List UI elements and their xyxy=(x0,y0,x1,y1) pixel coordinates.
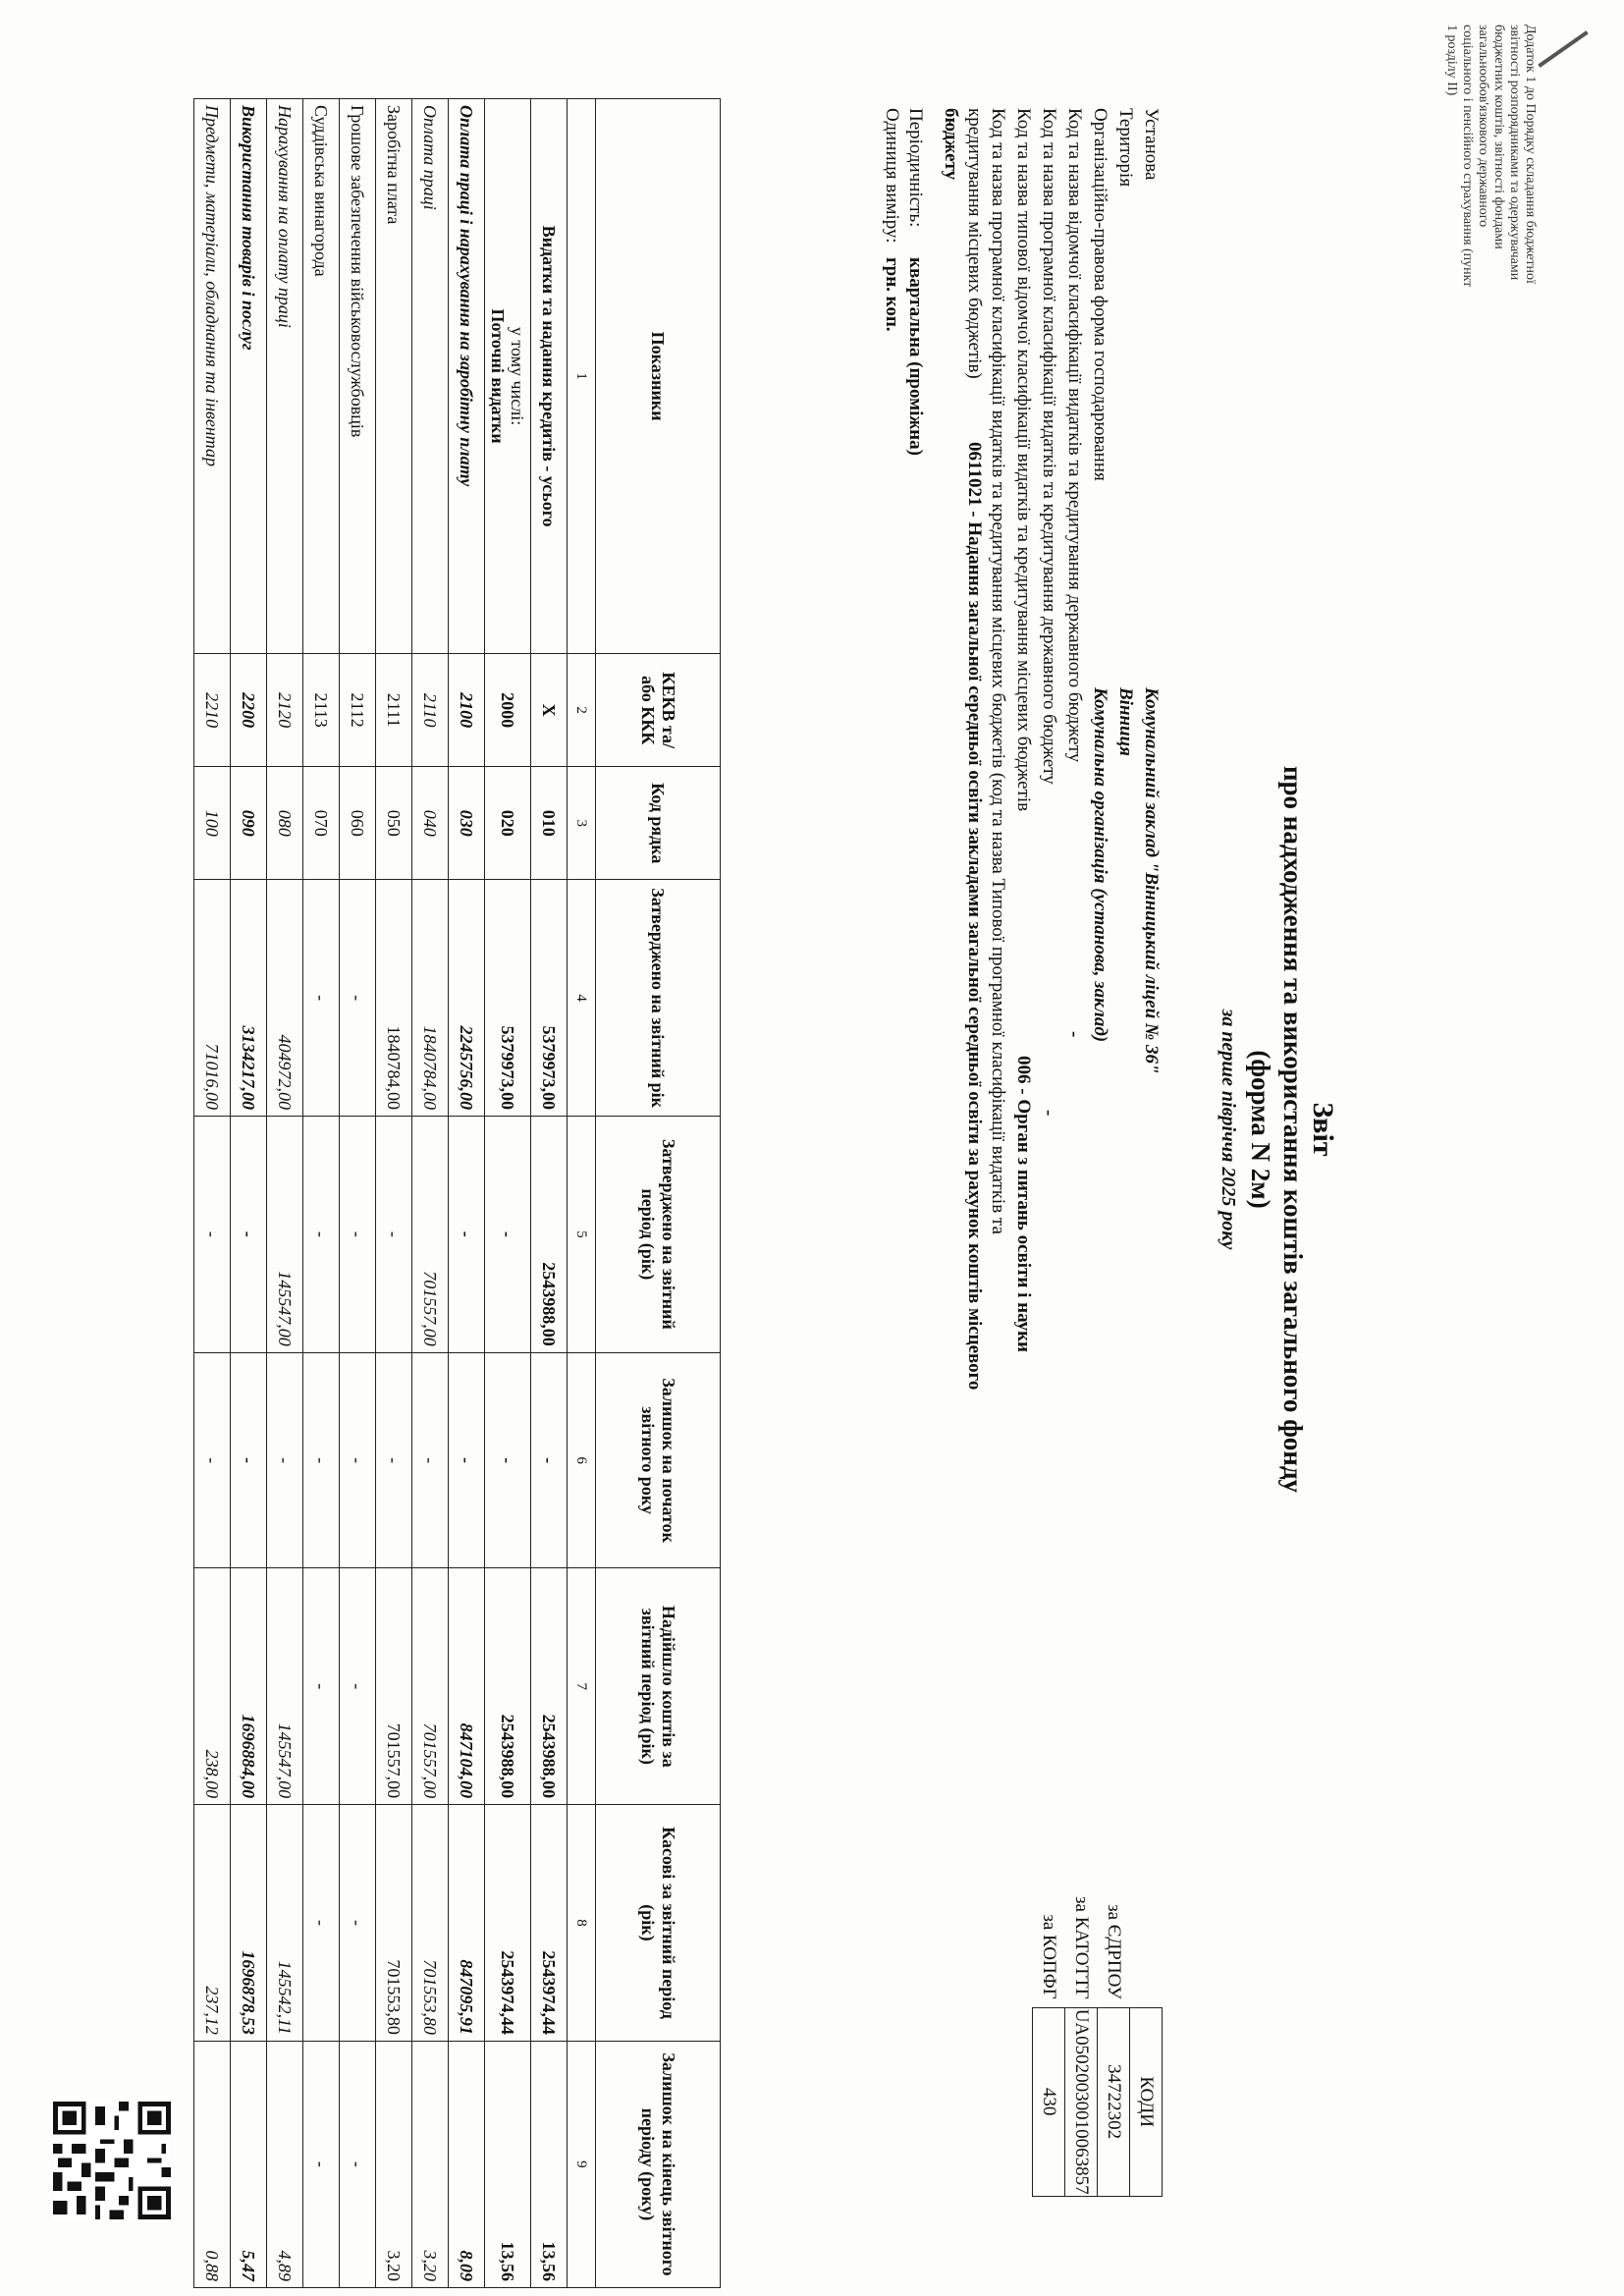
row-balance-start: - xyxy=(376,1352,412,1568)
row-approved-period: - xyxy=(485,1117,531,1353)
row-balance-end: 13,56 xyxy=(531,2041,568,2287)
appendix-note: Додаток 1 до Порядку складання бюджетної звітності розпорядниками та одержувачами бюджетних коштів, звітності фондами загальнообов'язкового державного соціального і пенсійного страхування (пункт 1 розділу ІІ) xyxy=(1444,25,1538,288)
table-row xyxy=(194,99,231,2288)
kopfg-value: 430 xyxy=(1033,2007,1065,2196)
row-received: - xyxy=(303,1568,340,1805)
row-name: Грошове забезпечення військовослужбовців xyxy=(340,99,376,654)
row-name: Оплата праці xyxy=(412,99,449,654)
row-kekv: 2111 xyxy=(376,654,412,767)
row-approved-period: - xyxy=(303,1117,340,1353)
table-header-row xyxy=(596,99,721,2288)
row-code: 040 xyxy=(412,767,449,880)
table-row xyxy=(376,99,412,2288)
row-approved-period: - xyxy=(376,1117,412,1353)
row-name-prefix: у тому числі: xyxy=(508,326,527,426)
edrpou-label: за ЄДРПОУ xyxy=(1104,1904,1124,1999)
row-approved-year: - xyxy=(340,880,376,1117)
katottg-label: за КАТОТТГ xyxy=(1071,1896,1092,1999)
col-header-approved-period: Затверджено на звітний період (рік) xyxy=(596,1117,721,1353)
row-balance-start: - xyxy=(485,1352,531,1568)
row-received: 2543988,00 xyxy=(485,1568,531,1805)
report-subtitle: про надходження та використання коштів загального фонду xyxy=(1278,765,1308,1494)
row-code: 050 xyxy=(376,767,412,880)
row-kekv: 2112 xyxy=(340,654,376,767)
table-row xyxy=(485,99,531,2288)
typical-dept-label: Код та назва типової відомчої класифікації видатків та кредитування місцевих бюджетів xyxy=(1013,108,1034,812)
row-balance-start: - xyxy=(303,1352,340,1568)
row-balance-end: - xyxy=(303,2041,340,2287)
row-received: 145547,00 xyxy=(267,1568,303,1805)
col-header-approved-year: Затверджено на звітний рік xyxy=(596,880,721,1117)
column-number: 7 xyxy=(568,1568,596,1805)
row-cash: 2543974,44 xyxy=(485,1805,531,2042)
row-approved-period: 145547,00 xyxy=(267,1117,303,1353)
row-balance-start: - xyxy=(531,1352,568,1568)
row-received: 847104,00 xyxy=(449,1568,485,1805)
row-cash: 237,12 xyxy=(194,1805,231,2042)
row-balance-start: - xyxy=(231,1352,267,1568)
row-name: Предмети, матеріали, обладнання та інвентар xyxy=(194,99,231,654)
row-balance-end: 5,47 xyxy=(231,2041,267,2287)
row-balance-start: - xyxy=(449,1352,485,1568)
dept-code-label: Код та назва відомчої класифікації видатків та кредитування державного бюджету xyxy=(1064,108,1085,763)
row-kekv: 2210 xyxy=(194,654,231,767)
periodicity-value: квартальна (проміжна) xyxy=(905,257,926,456)
row-received: 1696884,00 xyxy=(231,1568,267,1805)
legal-form-value: Комунальна організація (установа, заклад) xyxy=(1090,687,1110,1043)
row-approved-period: 2543988,00 xyxy=(531,1117,568,1353)
col-header-received: Надійшло коштів за звітний період (рік) xyxy=(596,1568,721,1805)
row-code: 030 xyxy=(449,767,485,880)
row-approved-year: 5379973,00 xyxy=(485,880,531,1117)
row-name xyxy=(485,99,531,654)
row-name: Заробітна плата xyxy=(376,99,412,654)
typical-dept-value: 006 - Орган з питань освіти і науки xyxy=(1013,1056,1034,1352)
row-balance-start: - xyxy=(194,1352,231,1568)
row-cash: 701553,80 xyxy=(412,1805,449,2042)
column-number: 8 xyxy=(568,1805,596,2042)
row-kekv: 2000 xyxy=(485,654,531,767)
row-kekv: 2113 xyxy=(303,654,340,767)
row-code: 090 xyxy=(231,767,267,880)
row-cash: 145542,11 xyxy=(267,1805,303,2042)
institution-value: Комунальний заклад "Вінницький ліцей № 36" xyxy=(1141,687,1162,1074)
row-balance-end: 3,20 xyxy=(412,2041,449,2287)
report-form: (форма N 2м) xyxy=(1246,1050,1275,1209)
row-kekv: X xyxy=(531,654,568,767)
table-row xyxy=(231,99,267,2288)
table-row xyxy=(412,99,449,2288)
row-cash: 2543974,44 xyxy=(531,1805,568,2042)
local-prog-label-line1: Код та назва програмної класифікації видатків та кредитування місцевих бюджетів (код та назва Типової програмної класифікації видатків та xyxy=(988,108,1008,1234)
row-approved-year: 1840784,00 xyxy=(376,880,412,1117)
row-approved-period: - xyxy=(449,1117,485,1353)
institution-label: Установа xyxy=(1141,108,1162,181)
column-number: 6 xyxy=(568,1352,596,1568)
row-approved-year: 2245756,00 xyxy=(449,880,485,1117)
col-header-balance-start: Залишок на початок звітного року xyxy=(596,1352,721,1568)
row-balance-end: 3,20 xyxy=(376,2041,412,2287)
row-balance-start: - xyxy=(267,1352,303,1568)
report-period: за перше півріччя 2025 року xyxy=(1218,1009,1239,1250)
codes-table xyxy=(1032,1895,1163,2197)
row-received: 701557,00 xyxy=(376,1568,412,1805)
row-name-main: Поточні видатки xyxy=(488,308,508,444)
row-balance-end: - xyxy=(340,2041,376,2287)
col-header-cash: Касові за звітний період (рік) xyxy=(596,1805,721,2042)
row-balance-start: - xyxy=(340,1352,376,1568)
column-numbers-row xyxy=(568,99,596,2288)
row-kekv: 2110 xyxy=(412,654,449,767)
row-name: Суддівська винагорода xyxy=(303,99,340,654)
column-number: 1 xyxy=(568,99,596,654)
qr-code-icon xyxy=(53,2102,171,2219)
row-code: 060 xyxy=(340,767,376,880)
table-row xyxy=(267,99,303,2288)
local-prog-value-end: бюджету xyxy=(941,108,961,181)
legal-form-label: Організаційно-правова форма господарювання xyxy=(1090,108,1110,481)
row-cash: - xyxy=(303,1805,340,2042)
row-received: 238,00 xyxy=(194,1568,231,1805)
row-kekv: 2200 xyxy=(231,654,267,767)
row-balance-end: 13,56 xyxy=(485,2041,531,2287)
prog-code-value: - xyxy=(1039,1110,1059,1117)
row-approved-period: - xyxy=(231,1117,267,1353)
codes-header: КОДИ xyxy=(1130,2007,1163,2196)
col-header-indicators: Показники xyxy=(596,99,721,654)
row-received: 701557,00 xyxy=(412,1568,449,1805)
pen-mark xyxy=(1538,30,1588,68)
row-approved-year: 1840784,00 xyxy=(412,880,449,1117)
row-code: 070 xyxy=(303,767,340,880)
column-number: 5 xyxy=(568,1117,596,1353)
row-approved-year: 71016,00 xyxy=(194,880,231,1117)
periodicity-label: Періодичність: xyxy=(905,108,926,228)
row-approved-period: - xyxy=(194,1117,231,1353)
row-cash: - xyxy=(340,1805,376,2042)
column-number: 9 xyxy=(568,2041,596,2287)
column-number: 3 xyxy=(568,767,596,880)
table-row xyxy=(531,99,568,2288)
edrpou-value: 34722302 xyxy=(1098,2007,1130,2196)
row-kekv: 2120 xyxy=(267,654,303,767)
row-balance-end: 8,09 xyxy=(449,2041,485,2287)
local-prog-label-line2: кредитування місцевих бюджетів) xyxy=(964,108,985,379)
territory-value: Вінниця xyxy=(1115,687,1136,756)
local-prog-value: 0611021 - Надання загальної середньої освіти закладами загальної середньої освіти за рахунок коштів місцевого xyxy=(964,442,985,1391)
dept-code-value: - xyxy=(1064,1031,1085,1038)
row-code: 010 xyxy=(531,767,568,880)
row-kekv: 2100 xyxy=(449,654,485,767)
col-header-kekv: КЕКВ та/або ККК xyxy=(596,654,721,767)
unit-label: Одиниця виміру: xyxy=(882,108,902,244)
row-name: Нарахування на оплату праці xyxy=(267,99,303,654)
row-cash: 1696878,53 xyxy=(231,1805,267,2042)
row-code: 020 xyxy=(485,767,531,880)
row-code: 080 xyxy=(267,767,303,880)
row-approved-year: 404972,00 xyxy=(267,880,303,1117)
row-cash: 847095,91 xyxy=(449,1805,485,2042)
row-approved-year: 3134217,00 xyxy=(231,880,267,1117)
row-balance-start: - xyxy=(412,1352,449,1568)
row-cash: 701553,80 xyxy=(376,1805,412,2042)
column-number: 2 xyxy=(568,654,596,767)
row-approved-period: 701557,00 xyxy=(412,1117,449,1353)
row-approved-year: - xyxy=(303,880,340,1117)
katottg-value: UA05020030010063857 xyxy=(1065,2007,1098,2196)
col-header-balance-end: Залишок на кінець звітного періоду (року) xyxy=(596,2041,721,2287)
row-code: 100 xyxy=(194,767,231,880)
table-row xyxy=(449,99,485,2288)
table-row xyxy=(303,99,340,2288)
row-name: Використання товарів і послуг xyxy=(231,99,267,654)
report-table xyxy=(193,98,721,2288)
kopfg-label: за КОПФГ xyxy=(1039,1914,1059,1999)
row-received: 2543988,00 xyxy=(531,1568,568,1805)
row-approved-period: - xyxy=(340,1117,376,1353)
unit-value: грн. коп. xyxy=(882,257,902,332)
col-header-row-code: Код рядка xyxy=(596,767,721,880)
row-balance-end: 0,88 xyxy=(194,2041,231,2287)
row-name: Оплата праці і нарахування на заробітну плату xyxy=(449,99,485,654)
row-name: Видатки та надання кредитів - усього xyxy=(531,99,568,654)
row-balance-end: 4,89 xyxy=(267,2041,303,2287)
column-number: 4 xyxy=(568,880,596,1117)
prog-code-label: Код та назва програмної класифікації видатків та кредитування державного бюджету xyxy=(1039,108,1059,785)
row-received: - xyxy=(340,1568,376,1805)
report-title: Звіт xyxy=(1307,1102,1339,1157)
territory-label: Територія xyxy=(1115,108,1136,188)
row-approved-year: 5379973,00 xyxy=(531,880,568,1117)
table-row xyxy=(340,99,376,2288)
